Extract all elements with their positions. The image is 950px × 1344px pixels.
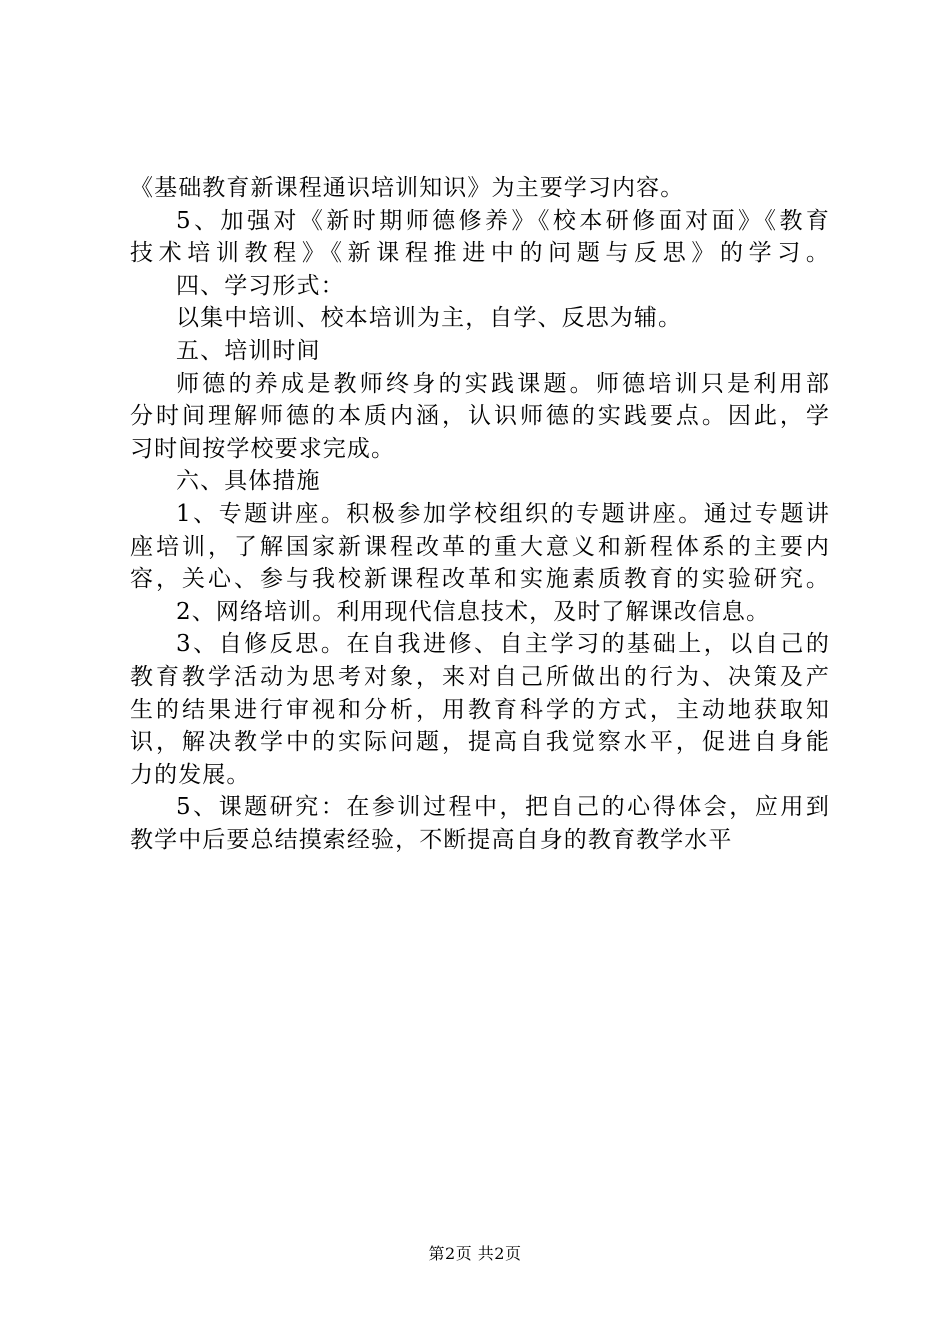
page-number-footer: 第2页 共2页 <box>428 1244 522 1263</box>
text-line: 生的结果进行审视和分析，用教育科学的方式，主动地获取知 <box>130 696 830 723</box>
text-line: 教学中后要总结摸索经验，不断提高自身的教育教学水平 <box>130 826 733 853</box>
text-line: 《基础教育新课程通识培训知识》为主要学习内容。 <box>130 175 685 201</box>
text-line: 3、自修反思。在自我进修、自主学习的基础上，以自己的 <box>176 631 830 658</box>
text-line: 1、专题讲座。积极参加学校组织的专题讲座。通过专题讲 <box>176 500 830 527</box>
text-line: 5、加强对《新时期师德修养》《校本研修面对面》《教育 <box>176 207 830 234</box>
section-heading: 五、培训时间 <box>176 337 321 364</box>
text-line: 分时间理解师德的本质内涵，认识师德的实践要点。因此，学 <box>130 403 830 430</box>
text-line: 2、网络培训。利用现代信息技术，及时了解课改信息。 <box>176 598 771 625</box>
section-heading: 六、具体措施 <box>176 468 321 495</box>
text-line: 识，解决教学中的实际问题，提高自我觉察水平，促进自身能 <box>130 729 830 756</box>
text-line: 力的发展。 <box>130 761 251 788</box>
text-line: 以集中培训、校本培训为主，自学、反思为辅。 <box>176 305 683 332</box>
text-line: 座培训，了解国家新课程改革的重大意义和新程体系的主要内 <box>130 533 830 560</box>
document-body <box>130 172 830 856</box>
section-heading: 四、学习形式： <box>176 272 345 299</box>
text-line: 习时间按学校要求完成。 <box>130 435 396 462</box>
text-line: 教育教学活动为思考对象，来对自己所做出的行为、决策及产 <box>130 663 830 690</box>
text-line: 师德的养成是教师终身的实践课题。师德培训只是利用部 <box>176 370 830 397</box>
text-line: 容，关心、参与我校新课程改革和实施素质教育的实验研究。 <box>130 566 830 593</box>
text-line: 技术培训教程》《新课程推进中的问题与反思》的学习。 <box>130 240 830 267</box>
text-line: 5、课题研究：在参训过程中，把自己的心得体会，应用到 <box>176 794 830 821</box>
